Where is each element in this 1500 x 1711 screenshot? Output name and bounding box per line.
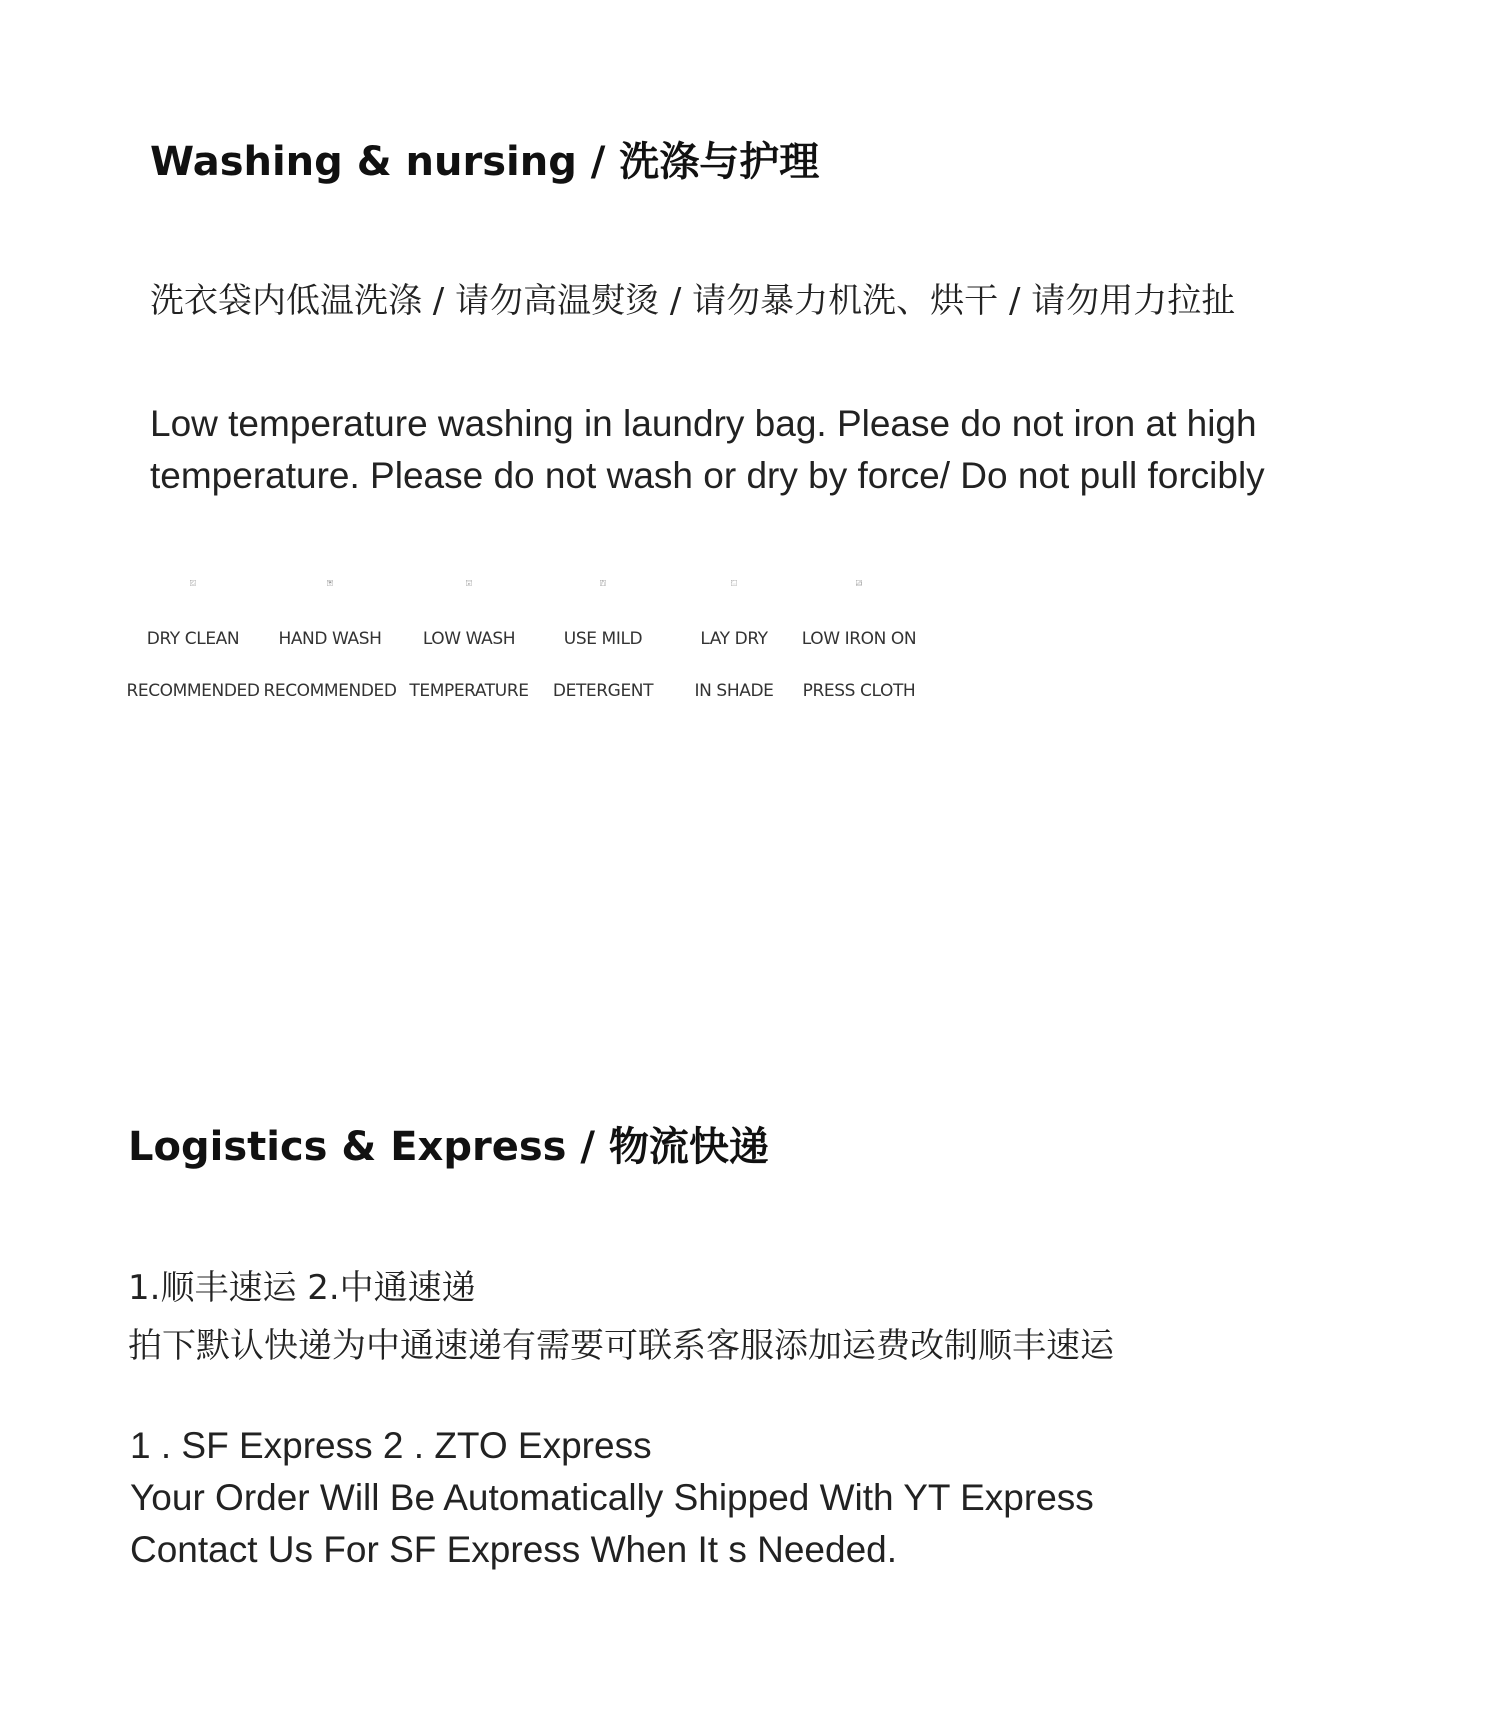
- logistics-cn-line-1: 1.顺丰速运 2.中通速递: [128, 1268, 476, 1308]
- wash-temperature-number: 40: [467, 583, 471, 586]
- care-label-line-1: DRY CLEAN: [146, 629, 240, 649]
- washing-heading: Washing & nursing / 洗涤与护理: [150, 139, 820, 185]
- low-wash-temperature-icon: [430, 580, 508, 586]
- logistics-cn-line-2: 拍下默认快递为中通速递有需要可联系客服添加运费改制顺丰速运: [128, 1326, 1114, 1366]
- care-label-line-1: HAND WASH: [278, 629, 382, 649]
- logistics-en-line-1: 1 . SF Express 2 . ZTO Express: [130, 1425, 652, 1466]
- care-label-line-2: RECOMMENDED: [126, 681, 260, 701]
- care-item-lay-dry: [669, 580, 799, 730]
- care-label-line-1: USE MILD: [563, 629, 643, 649]
- logistics-heading: Logistics & Express / 物流快递: [128, 1124, 769, 1170]
- hand-wash-icon: [291, 580, 369, 586]
- washing-cn-instructions: 洗衣袋内低温洗涤 / 请勿高温熨烫 / 请勿暴力机洗、烘干 / 请勿用力拉扯: [150, 281, 1236, 321]
- care-label-line-2: RECOMMENDED: [263, 681, 397, 701]
- care-item-dry-clean: [128, 580, 258, 730]
- care-label-line-2: TEMPERATURE: [409, 681, 529, 701]
- logistics-en-line-2: Your Order Will Be Automatically Shipped With YT Express: [130, 1477, 1094, 1518]
- care-label-line-1: LOW IRON ON: [801, 629, 917, 649]
- care-label-line-2: DETERGENT: [552, 681, 654, 701]
- care-label-line-2: PRESS CLOTH: [802, 681, 916, 701]
- care-item-mild-detergent: [538, 580, 668, 730]
- lay-dry-shade-icon: [695, 580, 773, 586]
- care-icons-row: [126, 580, 1048, 730]
- care-label-line-2: IN SHADE: [694, 681, 774, 701]
- care-item-hand-wash: [265, 580, 395, 730]
- low-iron-icon: [820, 580, 898, 586]
- care-label-line-1: LAY DRY: [700, 629, 768, 649]
- dry-clean-icon: [154, 580, 232, 586]
- logistics-en-line-3: Contact Us For SF Express When It s Needed.: [130, 1529, 898, 1570]
- washing-en-line-1: Low temperature washing in laundry bag. Please do not iron at high: [150, 403, 1257, 444]
- washing-en-line-2: temperature. Please do not wash or dry by force/ Do not pull forcibly: [150, 455, 1265, 496]
- care-item-low-iron: [794, 580, 924, 730]
- care-item-low-wash: [404, 580, 534, 730]
- mild-detergent-icon: [564, 580, 642, 586]
- care-label-line-1: LOW WASH: [422, 629, 516, 649]
